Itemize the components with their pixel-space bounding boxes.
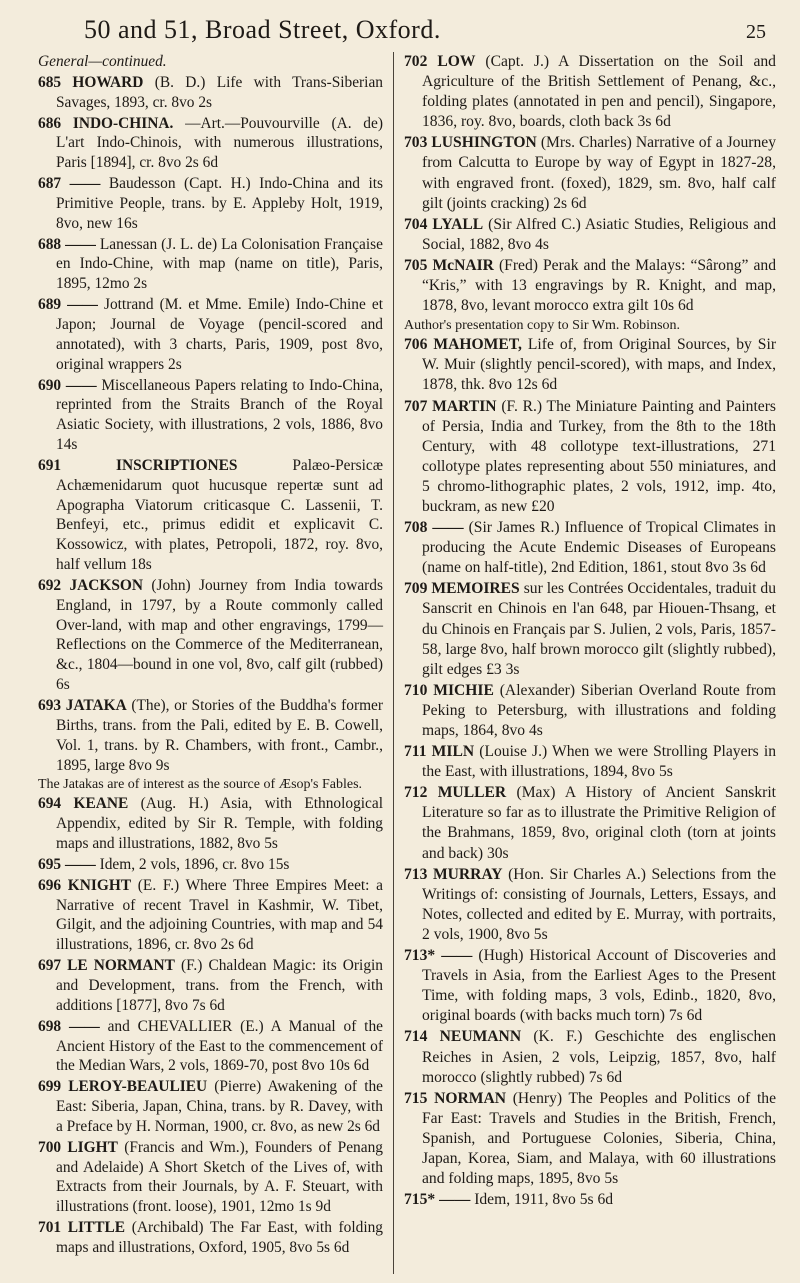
entry-number: 690: [38, 376, 62, 394]
entry-price: £20: [531, 497, 555, 515]
entry-price: 30s: [486, 844, 509, 862]
entry-number: 704: [404, 215, 428, 233]
entry-author: ——: [67, 296, 98, 314]
entry-author: HOWARD: [72, 73, 144, 91]
entry-number: 706: [404, 336, 428, 354]
running-title: 50 and 51, Broad Street, Oxford.: [84, 15, 441, 44]
entry-author: ——: [439, 1191, 471, 1209]
entry-price: 16s: [116, 214, 138, 232]
entry-number: 699: [38, 1078, 62, 1096]
entry-description: (Capt. J.) A Dissertation on the Soil and Agriculture of the British Settlement of Penang, &c., folding plates (annotated in pen and pencil), Singapore, 1836, roy. 8vo, boards, cloth back: [422, 53, 776, 131]
entry-description: sur les Contrées Occidentales, traduit du Sanscrit en Chinois en l'an 648, par Hiouen-Thsang, et du Chinois en Français par S. Julien, 2 vols, Paris, 1857-58, large 8vo, half brown morocco gilt (slightly rubbed), gilt edges: [422, 580, 777, 678]
entry-author: NORMAN: [434, 1089, 506, 1107]
entry-author: MICHIE: [433, 681, 494, 699]
entry-number: 703: [404, 134, 428, 152]
entry-author: INSCRIPTIONES: [116, 456, 238, 474]
entry-number: 711: [404, 743, 427, 761]
entry-author: MURRAY: [432, 865, 503, 883]
entry-number: 696: [38, 876, 62, 894]
entry-author: LOW: [437, 53, 476, 70]
entry-number: 713*: [404, 947, 436, 965]
entry-description: Author's presentation copy to Sir Wm. Robinson.: [404, 318, 681, 334]
entry-price: 9s: [155, 756, 170, 774]
entry-number: 708: [404, 519, 428, 537]
entry-price: 2s: [133, 275, 148, 293]
entry-author: LIGHT: [67, 1138, 118, 1156]
entry-number: 710: [404, 681, 428, 699]
catalogue-entry: [404, 1190, 776, 1210]
entry-number: 688: [38, 235, 62, 253]
entry-description: (F. R.) The Miniature Painting and Painters of Persia, India and Turkey, from the 8th to the 18th Century, with 48 collotype text-illustrations, 271 collotype plates representing about 550 miniatures, and 5 chromo-lithographic plates, 2 vols, 1912, imp. 4to, buckram, as new: [422, 397, 776, 515]
entry-price: 2s: [198, 93, 213, 111]
entry-description: (B. D.) Life with Trans-Siberian Savages, 1893, cr. 8vo: [56, 73, 383, 111]
entry-price: 4s: [535, 235, 549, 253]
entry-price: 18s: [130, 556, 152, 574]
entry-price: 3s 6d: [637, 113, 671, 131]
entry-description: (Mrs. Charles) Narrative of a Journey from Calcutta to Europe by way of Egypt in 1827-28, with engraved front. (foxed), 1829, sm. 8vo, half calf gilt (joints cracking): [422, 134, 776, 212]
entry-note: [38, 776, 383, 793]
entry-description: (K. F.) Geschichte des englischen Reiches in Asien, 2 vols, Leipzig, 1857, 8vo, half morocco (slightly rubbed): [422, 1028, 776, 1086]
entry-price: 2s: [168, 355, 182, 373]
entry-number: 714: [404, 1028, 428, 1046]
entry-price: 5s 6d: [316, 1238, 350, 1256]
entry-author: LITTLE: [67, 1219, 126, 1237]
catalogue-entry: [38, 235, 383, 295]
entry-description: (Sir James R.) Influence of Tropical Climates in producing the Acute Endemic Diseases of Europeans (name on half-title), 2nd Edition, 1861, stout 8vo: [422, 519, 776, 577]
catalogue-entry: [38, 956, 383, 1016]
entry-author: MEMOIRES: [431, 580, 520, 598]
entry-price: 5s: [533, 925, 548, 943]
entry-author: JATAKA: [65, 697, 127, 714]
catalogue-entry: [404, 946, 776, 1026]
entry-price: 15s: [268, 855, 290, 873]
entry-description: (Hugh) Historical Account of Discoveries and Travels in Asia, from the Earliest Ages to the Present Time, with folding maps, 3 vols, Edinb., 1820, 8vo, original boards (with backs much torn): [422, 947, 776, 1025]
entry-description: and CHEVALLIER (E.) A Manual of the Ancient History of the East to the commencement of the Median Wars, 2 vols, 1869-70, post 8vo: [56, 1017, 383, 1075]
column-divider: [393, 52, 394, 1274]
entry-price: 2s 6d: [220, 936, 254, 954]
catalogue-entry: [404, 579, 776, 679]
entry-number: 686: [38, 114, 62, 132]
entry-number: 689: [38, 296, 62, 314]
entry-author: ——: [69, 175, 101, 193]
entry-description: (Sir Alfred C.) Asiatic Studies, Religious and Social, 1882, 8vo: [422, 215, 776, 253]
entry-price: 5s: [264, 835, 278, 853]
entry-number: 713: [404, 865, 428, 883]
entry-author: MARTIN: [432, 397, 497, 415]
page-number: 25: [746, 21, 766, 43]
entry-price: £3 3s: [486, 660, 520, 678]
entry-description: The Jatakas are of interest as the source of Æsop's Fables.: [38, 777, 363, 793]
entry-number: 712: [404, 784, 428, 802]
entry-author: JACKSON: [69, 576, 143, 594]
entry-description: Lanessan (J. L. de) La Colonisation Française en Indo-Chine, with map (name on title), Paris, 1895, 12mo: [56, 235, 383, 293]
entry-price: 4s: [529, 722, 543, 739]
catalogue-entry: [38, 876, 383, 955]
catalogue-entry: [404, 133, 776, 213]
catalogue-entry: [404, 865, 776, 945]
entry-price: 2s 6d: [553, 194, 587, 212]
entry-description: Idem, 1911, 8vo: [474, 1191, 576, 1209]
entry-price: 1s 9d: [297, 1198, 331, 1216]
entry-author: ——: [65, 235, 96, 253]
catalogue-entry: [404, 397, 776, 518]
entry-author: KEANE: [73, 795, 129, 813]
entry-author: MULLER: [437, 784, 507, 802]
entry-author: MAHOMET,: [433, 336, 522, 354]
entry-description: Miscellaneous Papers relating to Indo-China, reprinted from the Straits Branch of the Royal Asiatic Society, with illustrations, 2 vols, 1886, 8vo: [56, 376, 383, 434]
entry-price: 5s: [604, 1170, 619, 1188]
entry-author: LEROY-BEAULIEU: [68, 1078, 208, 1096]
entry-number: 692: [38, 576, 62, 594]
catalogue-entry: [404, 52, 776, 132]
entry-number: 707: [404, 397, 428, 415]
entry-number: 685: [38, 73, 62, 91]
catalogue-entry: [38, 1077, 383, 1137]
entry-author: ——: [68, 1017, 100, 1035]
catalogue-entry: [404, 518, 776, 578]
entry-description: Palæo-Persicæ Achæmenidarum quot hucusque repertæ sunt ad Apographa Viatorum criticasque C. Lassenii, T. Benfeyi, etc., primus edidit et explicavit C. Kossowicz, with plates, Petropoli, 1872, roy. 8vo, half vellum: [56, 456, 383, 574]
entry-price: 7s 6d: [588, 1068, 623, 1086]
catalogue-entry: [38, 456, 383, 575]
entry-price: 2s 6d: [185, 154, 219, 172]
catalogue-entry: [404, 215, 776, 255]
catalogue-entry: [38, 1017, 383, 1077]
catalogue-entry: [404, 742, 776, 782]
catalogue-entry: [38, 855, 383, 875]
entry-price: 3s 6d: [732, 559, 766, 577]
entry-price: 7s 6d: [191, 996, 225, 1014]
catalogue-entry: [38, 794, 383, 854]
entry-author: ——: [65, 376, 97, 394]
entry-author: INDO-CHINA.: [72, 114, 174, 132]
entry-description: (Louise J.) When we were Strolling Players in the East, with illustrations, 1894, 8vo: [422, 743, 777, 781]
catalogue-entry: [404, 783, 776, 863]
catalogue-entry: [38, 576, 383, 695]
catalogue-entry: [38, 1218, 383, 1258]
entry-number: 715: [404, 1089, 428, 1107]
page-header: [0, 10, 800, 50]
entry-number: 715*: [404, 1191, 436, 1209]
entry-price: 5s 6d: [579, 1191, 614, 1209]
entry-price: 10s 6d: [652, 297, 694, 315]
entry-note: [404, 317, 776, 334]
entry-number: 700: [38, 1138, 62, 1156]
entry-author: ——: [432, 519, 464, 537]
entry-number: 694: [38, 795, 62, 813]
entry-description: (E. F.) Where Three Empires Meet: a Narrative of recent Travel in Kashmir, W. Tibet, Gilgit, and the adjoining Countries, with map and 54 illustrations, 1896, cr. 8vo: [56, 876, 383, 954]
entry-description: (Aug. H.) Asia, with Ethnological Appendix, edited by Sir R. Temple, with folding maps and illustrations, 1882, 8vo: [56, 795, 383, 853]
catalogue-entry: [38, 1138, 383, 1217]
entry-price: 2s 6d: [347, 1117, 381, 1135]
entry-author: MILN: [431, 743, 475, 761]
entry-description: (Francis and Wm.), Founders of Penang and Adelaide) A Short Sketch of the Lives of, with Extracts from their Journals, by A. F. Steuart, with illustrations (front. loose), 1901, 12mo: [56, 1138, 383, 1216]
entry-price: 14s: [56, 436, 78, 454]
catalogue-entry: [38, 174, 383, 234]
entry-description: Jottrand (M. et Mme. Emile) Indo-Chine et Japon; Journal de Voyage (pencil-scored and annotated), with 3 charts, Paris, 1909, post 8vo, original wrappers: [56, 296, 383, 373]
entry-author: LUSHINGTON: [431, 134, 537, 152]
entry-number: 695: [38, 855, 62, 873]
entry-author: ——: [64, 855, 96, 873]
entry-description: (Alexander) Siberian Overland Route from Peking to Petersburg, with illustrations and folding maps, 1864, 8vo: [422, 681, 776, 739]
entry-price: 5s: [658, 763, 673, 781]
entry-description: (F.) Chaldean Magic: its Origin and Development, trans. from the French, with additions [1877], 8vo: [56, 957, 383, 1014]
entry-number: 693: [38, 697, 62, 714]
entry-author: LYALL: [432, 215, 484, 233]
entry-description: (Pierre) Awakening of the East: Siberia, Japan, China, trans. by R. Davey, with a Preface by H. Norman, 1900, cr. 8vo, as new: [56, 1078, 383, 1135]
entry-number: 705: [404, 256, 428, 274]
entry-price: 10s 6d: [328, 1057, 370, 1075]
entry-number: 702: [404, 53, 428, 70]
entry-author: NEUMANN: [439, 1028, 522, 1046]
entry-author: KNIGHT: [67, 876, 132, 894]
section-heading: General—continued.: [38, 53, 167, 70]
catalogue-entry: [404, 1027, 776, 1087]
right-column: [404, 52, 776, 1211]
entry-price: 7s 6d: [668, 1007, 703, 1025]
entry-number: 687: [38, 175, 62, 193]
entry-description: —Art.—Pouvourville (A. de) L'art Indo-Chinois, with numerous illustrations, Paris [1894], cr. 8vo: [56, 114, 383, 172]
entry-price: 6s: [56, 676, 70, 694]
entry-number: 691: [38, 456, 62, 474]
entry-description: (The), or Stories of the Buddha's former Births, trans. from the Pali, edited by E. B. Cowell, Vol. 1, trans. by R. Chambers, with front., Cambr., 1895, large 8vo: [56, 697, 383, 774]
entry-author: LE NORMANT: [67, 957, 175, 975]
catalogue-entry: [38, 295, 383, 374]
entry-number: 701: [38, 1219, 62, 1237]
left-column: [38, 52, 383, 1259]
entry-number: 697: [38, 957, 62, 975]
entry-author: McNAIR: [432, 256, 494, 274]
catalogue-entry: [38, 376, 383, 455]
catalogue-entry: [404, 335, 776, 395]
catalogue-entry: [38, 73, 383, 113]
entry-price: 12s 6d: [516, 376, 558, 394]
entry-description: (John) Journey from India towards England, in 1797, by a Route commonly called Over-land, with map and other engravings, 1799—Reflections on the Commerce of the Mediterranean, &c., 1804—bound in one vol, 8vo, calf gilt (rubbed): [56, 576, 383, 674]
entry-number: 698: [38, 1017, 62, 1035]
catalogue-entry: [38, 114, 383, 174]
entry-description: Baudesson (Capt. H.) Indo-China and its Primitive People, trans. by E. Appleby Holt, 1919, 8vo, new: [56, 175, 383, 232]
entry-description: Life of, from Original Sources, by Sir W. Muir (slightly pencil-scored), with maps, and Index, 1878, thk. 8vo: [422, 336, 777, 394]
catalogue-entry: [404, 1089, 776, 1189]
catalogue-entry: [404, 681, 776, 741]
entry-description: (Hon. Sir Charles A.) Selections from the Writings of: consisting of Journals, Letters, Essays, and Notes, collected and edited by E. Murray, with portraits, 2 vols, 1900, 8vo: [422, 865, 777, 943]
catalogue-entry: [404, 256, 776, 316]
entry-description: (Fred) Perak and the Malays: “Sârong” and “Kris,” with 13 engravings by R. Knight, and map, 1878, 8vo, levant morocco extra gilt: [422, 256, 777, 315]
entry-number: 709: [404, 580, 428, 598]
entry-description: (Henry) The Peoples and Politics of the Far East: Travels and Studies in the British, French, Spanish, and Portuguese Colonies, Siberia, China, Japan, Korea, Siam, and Malaya, with 60 illustrations and folding maps, 1895, 8vo: [422, 1089, 777, 1188]
entry-author: ——: [441, 947, 473, 965]
entry-description: (Archibald) The Far East, with folding maps and illustrations, Oxford, 1905, 8vo: [56, 1219, 383, 1256]
entry-description: Idem, 2 vols, 1896, cr. 8vo: [99, 855, 265, 873]
catalogue-entry: [38, 696, 383, 775]
entry-description: (Max) A History of Ancient Sanskrit Literature so far as to illustrate the Primitive Religion of the Brahmans, 1859, 8vo, original cloth (torn at joints and back): [422, 784, 776, 862]
